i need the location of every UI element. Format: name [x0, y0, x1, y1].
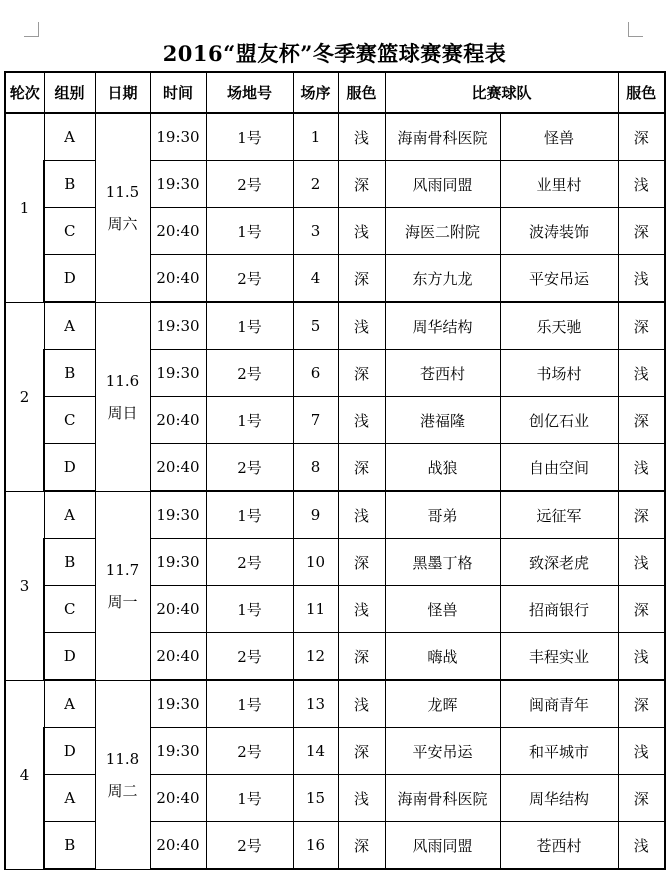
header-time: 时间 [150, 72, 206, 113]
away-team-cell: 怪兽 [500, 113, 618, 161]
away-team-cell: 致深老虎 [500, 539, 618, 586]
time-cell: 19:30 [150, 728, 206, 775]
header-group: 组别 [44, 72, 95, 113]
header-row [5, 72, 665, 113]
away-team-cell: 闽商青年 [500, 680, 618, 728]
match-seq-cell: 2 [293, 161, 338, 208]
match-row [5, 302, 665, 350]
home-team-cell: 平安吊运 [385, 728, 500, 775]
court-cell: 1号 [206, 113, 293, 161]
home-team-cell: 龙晖 [385, 680, 500, 728]
away-color-cell: 深 [618, 208, 665, 255]
home-color-cell: 深 [338, 444, 385, 492]
header-color-away: 服色 [618, 72, 665, 113]
match-seq-cell: 11 [293, 586, 338, 633]
group-cell: A [44, 302, 95, 350]
header-court: 场地号 [206, 72, 293, 113]
away-team-cell: 招商银行 [500, 586, 618, 633]
round-number-cell: 2 [5, 302, 44, 491]
home-color-cell: 深 [338, 822, 385, 870]
date-cell [95, 302, 150, 491]
header-color-home: 服色 [338, 72, 385, 113]
match-seq-cell: 1 [293, 113, 338, 161]
home-color-cell: 浅 [338, 302, 385, 350]
time-cell: 19:30 [150, 161, 206, 208]
away-team-cell: 苍西村 [500, 822, 618, 870]
home-color-cell: 浅 [338, 586, 385, 633]
away-team-cell: 书场村 [500, 350, 618, 397]
time-cell: 20:40 [150, 255, 206, 303]
away-team-cell: 自由空间 [500, 444, 618, 492]
away-team-cell: 业里村 [500, 161, 618, 208]
home-color-cell: 浅 [338, 397, 385, 444]
time-cell: 20:40 [150, 208, 206, 255]
away-team-cell: 远征军 [500, 491, 618, 539]
away-color-cell: 深 [618, 491, 665, 539]
away-team-cell: 波涛装饰 [500, 208, 618, 255]
home-color-cell: 深 [338, 161, 385, 208]
home-team-cell: 风雨同盟 [385, 822, 500, 870]
away-color-cell: 深 [618, 586, 665, 633]
away-color-cell: 浅 [618, 444, 665, 492]
home-color-cell: 浅 [338, 208, 385, 255]
date-value: 11.5 [105, 182, 140, 201]
home-team-cell: 怪兽 [385, 586, 500, 633]
date-cell [95, 113, 150, 302]
group-cell: D [44, 255, 95, 303]
home-team-cell: 苍西村 [385, 350, 500, 397]
group-cell: C [44, 586, 95, 633]
away-team-cell: 创亿石业 [500, 397, 618, 444]
court-cell: 1号 [206, 586, 293, 633]
match-seq-cell: 7 [293, 397, 338, 444]
home-color-cell: 浅 [338, 113, 385, 161]
round-number-cell: 4 [5, 680, 44, 869]
round-number-cell: 3 [5, 491, 44, 680]
weekday-value: 周日 [107, 403, 138, 422]
header-seq: 场序 [293, 72, 338, 113]
court-cell: 1号 [206, 302, 293, 350]
court-cell: 2号 [206, 633, 293, 681]
time-cell: 20:40 [150, 444, 206, 492]
home-color-cell: 深 [338, 255, 385, 303]
match-seq-cell: 16 [293, 822, 338, 870]
away-team-cell: 周华结构 [500, 775, 618, 822]
home-color-cell: 深 [338, 350, 385, 397]
match-seq-cell: 6 [293, 350, 338, 397]
home-team-cell: 港福隆 [385, 397, 500, 444]
group-cell: B [44, 350, 95, 397]
group-cell: B [44, 161, 95, 208]
match-seq-cell: 15 [293, 775, 338, 822]
home-color-cell: 深 [338, 728, 385, 775]
away-team-cell: 乐天驰 [500, 302, 618, 350]
away-color-cell: 浅 [618, 633, 665, 681]
time-cell: 20:40 [150, 397, 206, 444]
court-cell: 1号 [206, 208, 293, 255]
time-cell: 19:30 [150, 539, 206, 586]
home-team-cell: 海医二附院 [385, 208, 500, 255]
home-team-cell: 风雨同盟 [385, 161, 500, 208]
court-cell: 1号 [206, 775, 293, 822]
header-date: 日期 [95, 72, 150, 113]
time-cell: 20:40 [150, 586, 206, 633]
home-team-cell: 东方九龙 [385, 255, 500, 303]
court-cell: 2号 [206, 539, 293, 586]
home-team-cell: 哥弟 [385, 491, 500, 539]
court-cell: 2号 [206, 350, 293, 397]
home-color-cell: 浅 [338, 775, 385, 822]
page-title: 2016“盟友杯”冬季赛篮球赛赛程表 [162, 41, 507, 66]
group-cell: C [44, 397, 95, 444]
group-cell: D [44, 633, 95, 681]
match-row [5, 680, 665, 728]
match-seq-cell: 12 [293, 633, 338, 681]
home-color-cell: 深 [338, 539, 385, 586]
away-color-cell: 浅 [618, 822, 665, 870]
header-teams: 比赛球队 [385, 72, 618, 113]
date-value: 11.6 [105, 371, 140, 390]
match-seq-cell: 10 [293, 539, 338, 586]
home-team-cell: 黑墨丁格 [385, 539, 500, 586]
home-team-cell: 海南骨科医院 [385, 113, 500, 161]
away-color-cell: 深 [618, 680, 665, 728]
court-cell: 2号 [206, 255, 293, 303]
time-cell: 19:30 [150, 350, 206, 397]
court-cell: 2号 [206, 822, 293, 870]
away-team-cell: 和平城市 [500, 728, 618, 775]
schedule-body [5, 113, 665, 869]
date-cell [95, 680, 150, 869]
group-cell: B [44, 822, 95, 870]
court-cell: 2号 [206, 161, 293, 208]
match-seq-cell: 4 [293, 255, 338, 303]
home-team-cell: 周华结构 [385, 302, 500, 350]
time-cell: 19:30 [150, 491, 206, 539]
away-color-cell: 浅 [618, 350, 665, 397]
group-cell: B [44, 539, 95, 586]
page-corner-mark-left [24, 22, 39, 37]
home-color-cell: 浅 [338, 680, 385, 728]
match-row [5, 491, 665, 539]
away-team-cell: 丰程实业 [500, 633, 618, 681]
group-cell: A [44, 775, 95, 822]
match-seq-cell: 13 [293, 680, 338, 728]
group-cell: A [44, 113, 95, 161]
match-seq-cell: 3 [293, 208, 338, 255]
time-cell: 20:40 [150, 822, 206, 870]
schedule-table [4, 71, 666, 870]
away-team-cell: 平安吊运 [500, 255, 618, 303]
time-cell: 20:40 [150, 775, 206, 822]
home-color-cell: 浅 [338, 491, 385, 539]
away-color-cell: 深 [618, 775, 665, 822]
match-row [5, 113, 665, 161]
match-seq-cell: 14 [293, 728, 338, 775]
page-corner-mark-right [628, 22, 643, 37]
home-color-cell: 深 [338, 633, 385, 681]
round-number-cell: 1 [5, 113, 44, 302]
away-color-cell: 浅 [618, 161, 665, 208]
court-cell: 2号 [206, 728, 293, 775]
group-cell: C [44, 208, 95, 255]
match-seq-cell: 9 [293, 491, 338, 539]
match-seq-cell: 5 [293, 302, 338, 350]
group-cell: A [44, 680, 95, 728]
home-team-cell: 海南骨科医院 [385, 775, 500, 822]
court-cell: 1号 [206, 491, 293, 539]
group-cell: D [44, 444, 95, 492]
time-cell: 20:40 [150, 633, 206, 681]
weekday-value: 周二 [107, 781, 138, 800]
away-color-cell: 浅 [618, 728, 665, 775]
court-cell: 1号 [206, 397, 293, 444]
away-color-cell: 浅 [618, 255, 665, 303]
header-round: 轮次 [5, 72, 44, 113]
home-team-cell: 嗨战 [385, 633, 500, 681]
court-cell: 1号 [206, 680, 293, 728]
away-color-cell: 浅 [618, 539, 665, 586]
time-cell: 19:30 [150, 113, 206, 161]
away-color-cell: 深 [618, 113, 665, 161]
away-color-cell: 深 [618, 397, 665, 444]
time-cell: 19:30 [150, 302, 206, 350]
court-cell: 2号 [206, 444, 293, 492]
group-cell: A [44, 491, 95, 539]
group-cell: D [44, 728, 95, 775]
weekday-value: 周六 [107, 214, 138, 233]
date-value: 11.7 [105, 560, 140, 579]
away-color-cell: 深 [618, 302, 665, 350]
match-seq-cell: 8 [293, 444, 338, 492]
time-cell: 19:30 [150, 680, 206, 728]
date-cell [95, 491, 150, 680]
home-team-cell: 战狼 [385, 444, 500, 492]
date-value: 11.8 [105, 749, 140, 768]
weekday-value: 周一 [107, 592, 138, 611]
